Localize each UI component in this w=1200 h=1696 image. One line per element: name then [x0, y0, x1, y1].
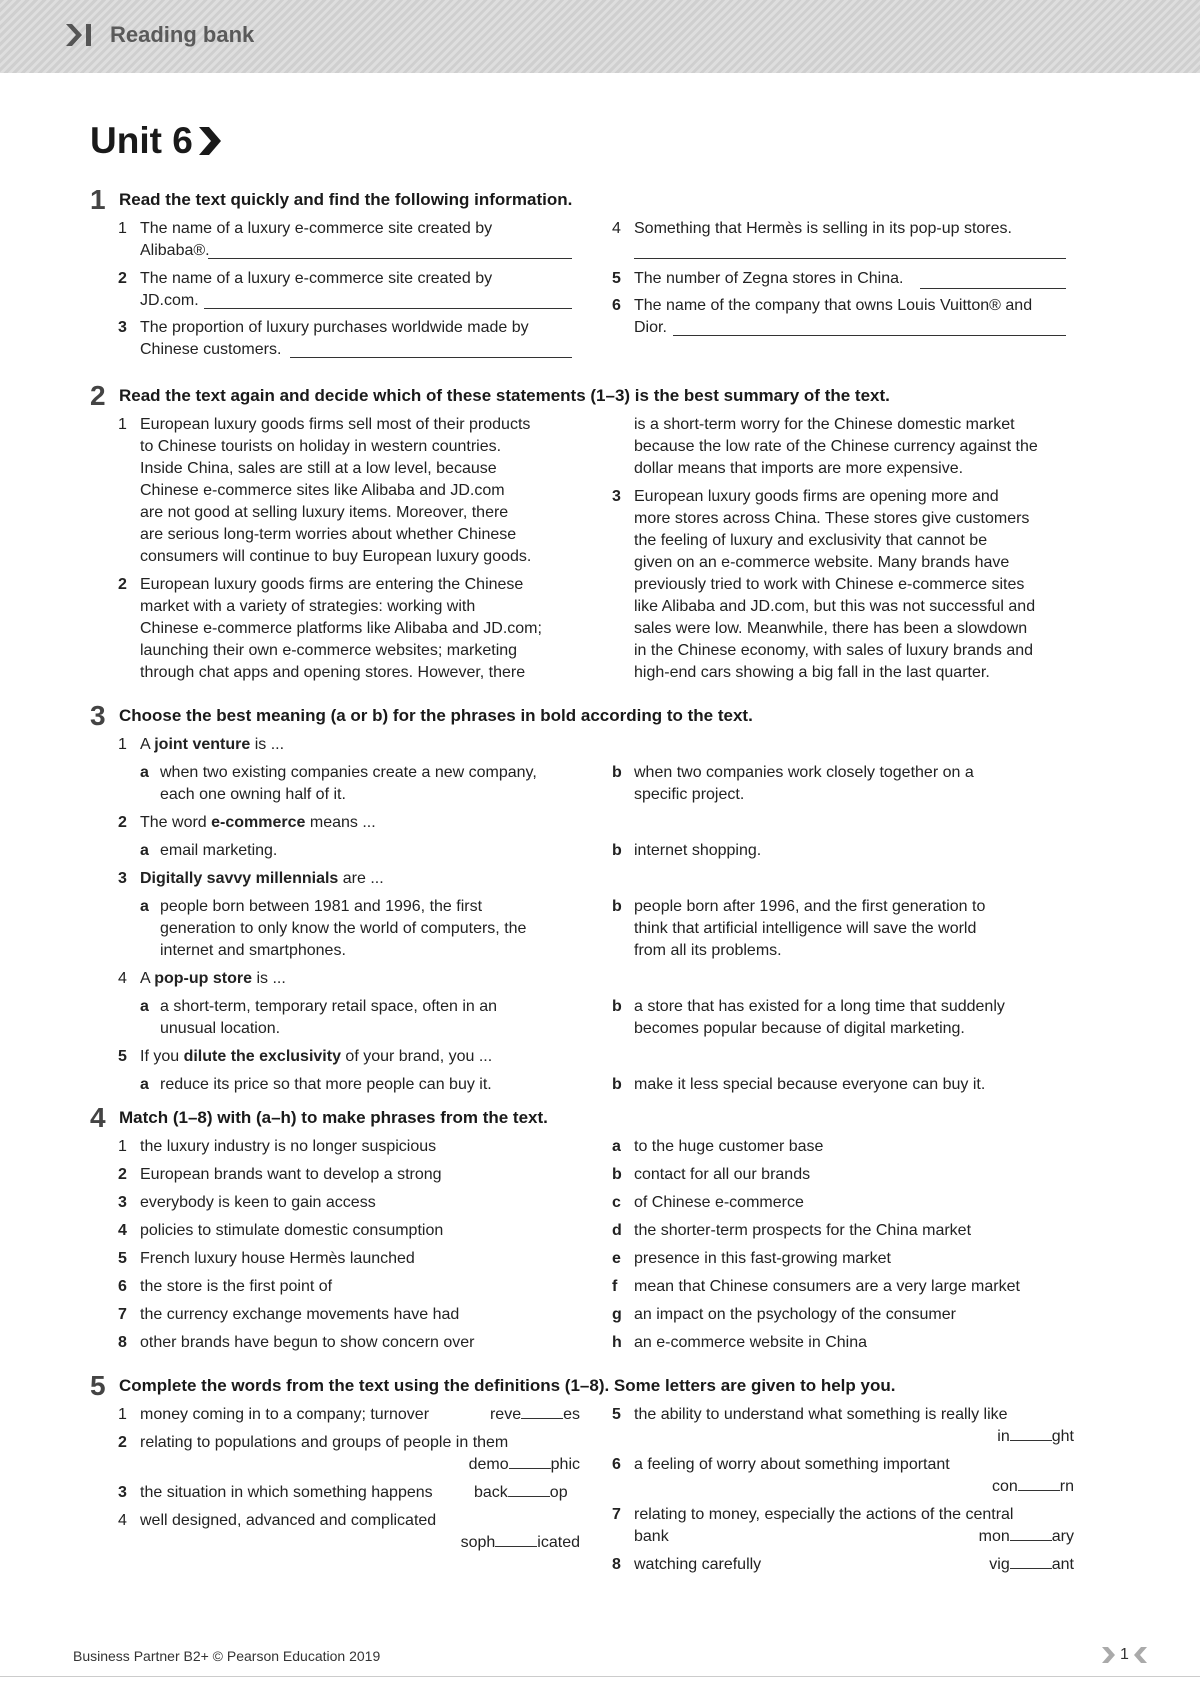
exercise-number: 4 [90, 1102, 106, 1133]
word-gap[interactable]: reve es [489, 1406, 580, 1423]
exercise-5-heading [90, 1370, 1090, 1402]
item-number: 4 [118, 970, 127, 987]
exercise-1-heading [90, 184, 1090, 216]
match-text: everybody is keen to gain access [140, 1194, 376, 1211]
match-text: contact for all our brands [634, 1166, 811, 1183]
match-text: an e-commerce website in China [634, 1334, 867, 1351]
item-text: Something that Hermès is selling in its pop-up stores. [634, 220, 1012, 237]
item-letter: h [612, 1334, 622, 1351]
item-number: 3 [118, 1194, 127, 1211]
word-gap[interactable]: mon ary [978, 1528, 1074, 1545]
exercise-2 [90, 380, 1090, 686]
chevron-right-icon [195, 125, 223, 157]
item-number: 2 [118, 1434, 127, 1451]
item-number: 3 [118, 319, 127, 336]
match-text: an impact on the psychology of the consumer [634, 1306, 956, 1323]
item-number: 1 [118, 736, 127, 753]
item-letter: f [612, 1278, 618, 1295]
item-letter: a [612, 1138, 621, 1155]
exercise-3: 3 Choose the best meaning (a or b) for the phrases in bold according to the text. 1 A joint venture is ... a when two existing companies create a new company, each one owning half of it. b when two companies work closely together on a specific project. 2 The word e-commerce means ... a email marketing. b internet shopping. 3 Digitally savvy millennials are ... a people born between 1981 and 1996, the first generation to only know the world of computers, the internet and smartphones. b people born after 1996, and the first generation to think that artificial intelligence will save the world from all its problems. 4 A pop-up store is ... a a short-term, temporary retail space, often in an unusual location. b a store that has existed for a long time that suddenly becomes popular because of digital marketing. 5 If you dilute the exclusivity of your brand, you ... a reduce its price so that more people can buy it. b make it less special because everyone can buy it. [90, 706, 1090, 1086]
footer-rule [0, 1676, 1200, 1677]
item-text: Chinese customers. [140, 341, 282, 358]
item-number: 8 [612, 1556, 621, 1573]
item-text: JD.com. [140, 292, 199, 309]
item-text: Dior. [634, 319, 667, 336]
word-gap[interactable]: con rn [991, 1478, 1074, 1495]
item-letter: e [612, 1250, 621, 1267]
match-text: European brands want to develop a strong [140, 1166, 442, 1183]
word-gap[interactable]: demo phic [468, 1456, 580, 1473]
item-number: 1 [118, 1406, 127, 1423]
match-text: the luxury industry is no longer suspicious [140, 1138, 437, 1155]
match-text: other brands have begun to show concern over [140, 1334, 475, 1351]
exercise-4 [90, 1102, 1090, 1351]
word-gap[interactable]: vig ant [989, 1556, 1074, 1573]
item-letter: g [612, 1306, 622, 1323]
item-text: Alibaba®. [140, 242, 210, 259]
exercise-4-heading [90, 1102, 1090, 1134]
footer-page [1100, 1646, 1149, 1664]
match-text: the shorter-term prospects for the China market [634, 1222, 972, 1239]
exercise-instruction: Match (1–8) with (a–h) to make phrases from the text. [119, 1108, 548, 1127]
item-number: 4 [612, 220, 621, 237]
item-number: 4 [118, 1222, 127, 1239]
item-letter: c [612, 1194, 621, 1211]
chevron-right-icon [1100, 1646, 1116, 1664]
match-text: of Chinese e-commerce [634, 1194, 804, 1211]
word-gap[interactable]: back op [474, 1484, 568, 1501]
exercise-5: 5 Complete the words from the text using the definitions (1–8). Some letters are given to help you. 1 money coming in to a company; turnover reve es 2 relating to populations and groups of people in them demo phic 3 the situation in which something happens back op 4 well designed, advanced and complicated soph icated 5 the ability to understand what something is really like in ght 6 a feeling of worry about something important con rn 7 relating to money, especially the actions of the central bank mon ary 8 watching carefully vig ant [90, 1376, 1090, 1576]
word-gap[interactable]: soph icated [460, 1534, 580, 1551]
item-number: 5 [612, 270, 621, 287]
answer-line[interactable] [634, 257, 1066, 259]
item-number: 1 [118, 220, 127, 237]
header-title: Reading bank [110, 22, 255, 47]
item-number: 5 [118, 1250, 127, 1267]
item-number: 5 [118, 1048, 127, 1065]
item-text: The proportion of luxury purchases worldwide made by [140, 319, 529, 336]
item-number: 6 [612, 297, 621, 314]
match-text: presence in this fast-growing market [634, 1250, 891, 1267]
item-letter: b [612, 1166, 622, 1183]
exercise-number: 5 [90, 1370, 106, 1401]
word-gap[interactable]: in ght [997, 1428, 1074, 1445]
exercise-1 [90, 184, 1090, 365]
statement-text: European luxury goods firms sell most of their products to Chinese tourists on holiday in western countries. Inside China, sales are still at a low level, because Chinese e-commerce sites like Alibaba and JD.com are not good at selling luxury items. Moreover, there are serious long-term worries about whether Chinese consumers will continue to buy European luxury goods. [140, 416, 532, 565]
item-number: 2 [118, 1166, 127, 1183]
statement-text: European luxury goods firms are opening more and more stores across China. These stores give customers the feeling of luxury and exclusivity that cannot be given on an e-commerce website. Many brands have previously tried to work with Chinese e-commerce sites like Alibaba and JD.com, but this was not successful and sales were low. Meanwhile, there has been a slowdown in the Chinese economy, with sales of luxury brands and high-end cars showing a big fall in the last quarter. [634, 488, 1036, 681]
answer-line[interactable] [204, 307, 572, 309]
item-number: 2 [118, 576, 127, 593]
match-text: the currency exchange movements have had [140, 1306, 460, 1323]
unit-title [90, 120, 223, 162]
chevron-left-icon [1133, 1646, 1149, 1664]
item-number: 6 [118, 1278, 127, 1295]
item-number: 8 [118, 1334, 127, 1351]
statement-continuation: is a short-term worry for the Chinese domestic market because the low rate of the Chinese currency against the dollar means that imports are more expensive. [634, 416, 1038, 477]
exercise-3-heading [90, 700, 1090, 732]
item-number: 3 [118, 870, 127, 887]
item-number: 1 [118, 1138, 127, 1155]
exercise-number: 3 [90, 700, 106, 731]
statement-text: European luxury goods firms are entering the Chinese market with a variety of strategies: working with Chinese e-commerce platforms like Alibaba and JD.com; launching their own e-commerce websites; marketing through chat apps and opening stores. However, there [140, 576, 542, 681]
answer-line[interactable] [208, 257, 572, 259]
answer-line[interactable] [290, 356, 572, 358]
exercise-instruction: Read the text again and decide which of these statements (1–3) is the best summary of the text. [119, 386, 890, 405]
item-text: The name of a luxury e-commerce site created by [140, 270, 493, 287]
item-text: The number of Zegna stores in China. [634, 270, 904, 287]
item-number: 6 [612, 1456, 621, 1473]
match-text: French luxury house Hermès launched [140, 1250, 415, 1267]
exercise-instruction: Complete the words from the text using the definitions (1–8). Some letters are given to help you. [119, 1376, 896, 1395]
exercise-number: 2 [90, 380, 106, 411]
match-text: policies to stimulate domestic consumption [140, 1222, 444, 1239]
item-number: 3 [118, 1484, 127, 1501]
page-number: 1 [1120, 1646, 1129, 1663]
match-text: mean that Chinese consumers are a very large market [634, 1278, 1020, 1295]
match-text: the store is the first point of [140, 1278, 333, 1295]
footer-credit: Business Partner B2+ © Pearson Education 2019 [73, 1648, 381, 1664]
exercise-instruction: Read the text quickly and find the following information. [119, 190, 573, 209]
chevron-bar-icon [66, 22, 96, 48]
item-number: 5 [612, 1406, 621, 1423]
exercise-2-heading [90, 380, 1090, 412]
page-header-band [0, 0, 1200, 73]
item-number: 7 [612, 1506, 621, 1523]
match-text: to the huge customer base [634, 1138, 824, 1155]
item-number: 2 [118, 270, 127, 287]
exercise-number: 1 [90, 184, 106, 215]
item-text: The name of a luxury e-commerce site created by [140, 220, 493, 237]
answer-line[interactable] [673, 334, 1066, 336]
exercise-instruction: Choose the best meaning (a or b) for the phrases in bold according to the text. [119, 706, 753, 725]
item-text: The name of the company that owns Louis Vuitton® and [634, 297, 1033, 314]
item-letter: d [612, 1222, 622, 1239]
answer-line[interactable] [920, 287, 1066, 289]
unit-title-text: Unit 6 [90, 120, 193, 161]
item-number: 1 [118, 416, 127, 433]
item-number: 2 [118, 814, 127, 831]
item-number: 4 [118, 1512, 127, 1529]
item-number: 3 [612, 488, 621, 505]
item-number: 7 [118, 1306, 127, 1323]
